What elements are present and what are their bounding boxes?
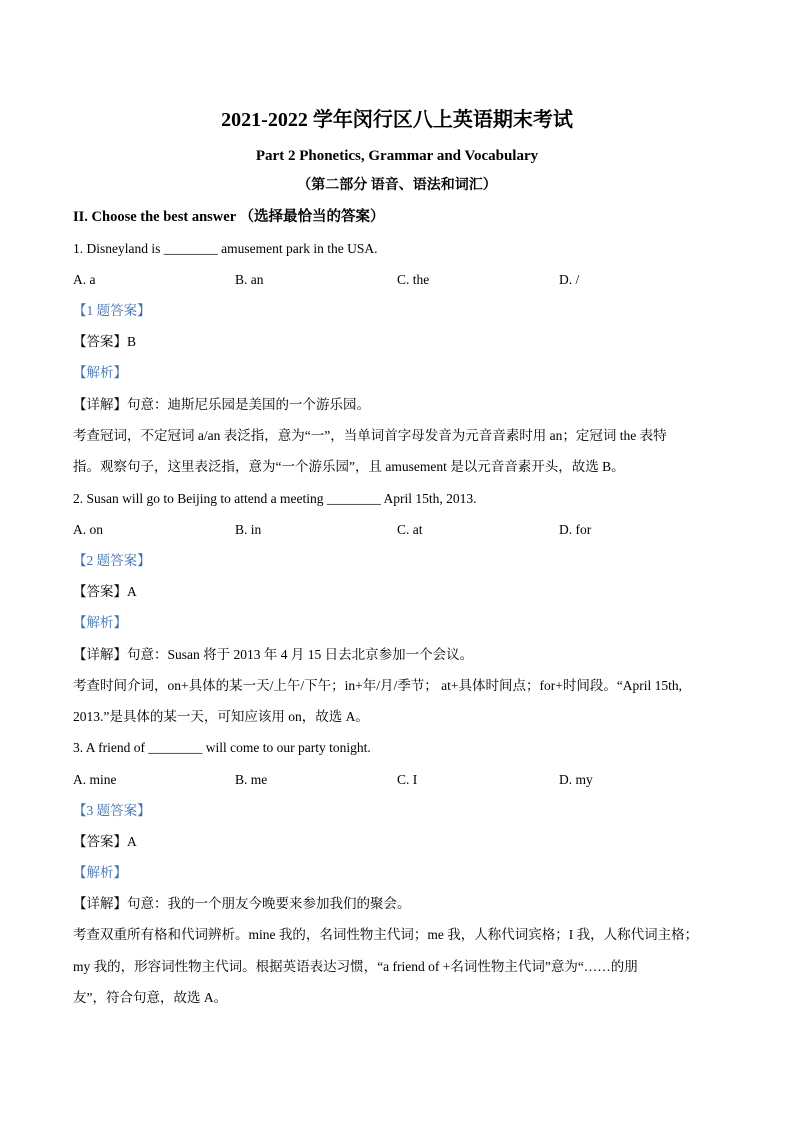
question-1-answer: 【答案】B: [73, 334, 137, 349]
question-2-option-a: A. on: [73, 522, 103, 537]
section-heading: II. Choose the best answer （选择最恰当的答案）: [73, 209, 385, 225]
question-1-option-c: C. the: [397, 272, 430, 287]
question-1-option-d: D. /: [559, 272, 580, 287]
question-2-detail: 【详解】句意：Susan 将于 2013 年 4 月 15 日去北京参加一个会议。: [73, 647, 474, 662]
question-3-option-a: A. mine: [73, 772, 117, 787]
question-2-answer: 【答案】A: [73, 584, 137, 599]
question-3-stem: 3. A friend of ________ will come to our party tonight.: [73, 740, 371, 755]
question-3-explanation-line-2: my 我的，形容词性物主代词。根据英语表达习惯，“a friend of +名词性物主代词”意为“……的朋: [73, 959, 638, 974]
question-2-answer-heading: 【2 题答案】: [73, 553, 151, 568]
question-1-explanation-line-2: 指。观察句子，这里表泛指，意为“一个游乐园”，且 amusement 是以元音音素开头，故选 B。: [73, 459, 625, 474]
question-1-explanation-line-1: 考查冠词，不定冠词 a/an 表泛指，意为“一”，当单词首字母发音为元音音素时用 an；定冠词 the 表特: [73, 428, 667, 443]
question-3-option-c: C. I: [397, 772, 418, 787]
question-3-explanation-line-1: 考查双重所有格和代词辨析。mine 我的，名词性物主代词；me 我，人称代词宾格；I 我，人称代词主格；: [73, 927, 699, 942]
question-3-detail: 【详解】句意：我的一个朋友今晚要来参加我们的聚会。: [73, 896, 411, 911]
question-2-option-d: D. for: [559, 522, 592, 537]
question-1-analysis-heading: 【解析】: [73, 365, 127, 380]
question-1-answer-heading: 【1 题答案】: [73, 303, 151, 318]
question-3-option-d: D. my: [559, 772, 593, 787]
question-3-answer-heading: 【3 题答案】: [73, 803, 151, 818]
question-1-detail: 【详解】句意：迪斯尼乐园是美国的一个游乐园。: [73, 397, 370, 412]
question-1-option-b: B. an: [235, 272, 264, 287]
question-2-explanation-line-2: 2013.”是具体的某一天，可知应该用 on，故选 A。: [73, 709, 369, 724]
question-2-explanation-line-1: 考查时间介词，on+具体的某一天/上午/下午；in+年/月/季节； at+具体时间点；for+时间段。“April 15th,: [73, 678, 683, 693]
part-subtitle: Part 2 Phonetics, Grammar and Vocabulary: [255, 148, 539, 164]
question-3-answer: 【答案】A: [73, 834, 137, 849]
question-2-option-b: B. in: [235, 522, 262, 537]
question-3-option-b: B. me: [235, 772, 268, 787]
question-3-explanation-line-3: 友”，符合句意，故选 A。: [73, 990, 228, 1005]
question-1-stem: 1. Disneyland is ________ amusement park in the USA.: [73, 241, 378, 256]
question-2-option-c: C. at: [397, 522, 423, 537]
question-1-option-a: A. a: [73, 272, 96, 287]
question-2-analysis-heading: 【解析】: [73, 615, 127, 630]
question-2-stem: 2. Susan will go to Beijing to attend a meeting ________ April 15th, 2013.: [73, 491, 477, 506]
question-3-analysis-heading: 【解析】: [73, 865, 127, 880]
page-title: 2021-2022 学年闵行区八上英语期末考试: [221, 109, 573, 131]
part-subtitle-chinese: （第二部分 语音、语法和词汇）: [297, 178, 497, 193]
